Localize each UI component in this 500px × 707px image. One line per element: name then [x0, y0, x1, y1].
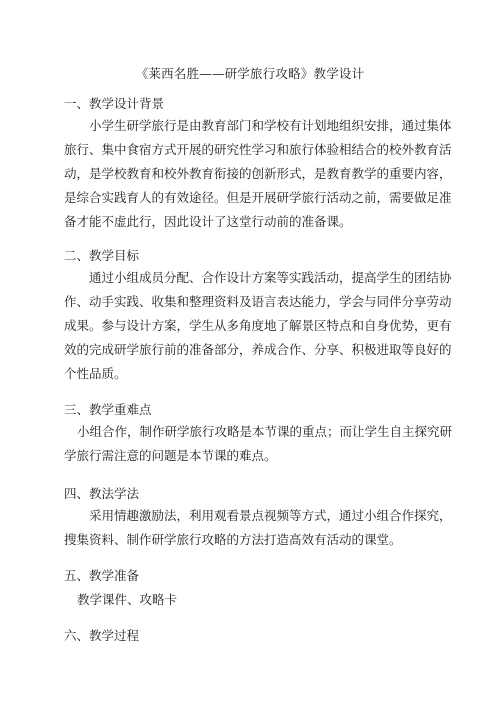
paragraph-line: 通过小组成员分配、合作设计方案等实践活动，提高学生的团结协: [89, 270, 452, 285]
section-heading-key-points: 三、教学重难点: [64, 402, 152, 417]
section-body-key-points: [64, 420, 453, 468]
paragraph-line: 采用情趣激励法，利用观看景点视频等方式，通过小组合作探究，: [89, 508, 452, 523]
document-title: 《莱西名胜——研学旅行攻略》教学设计: [135, 66, 365, 81]
paragraph-line: 作、动手实践、收集和整理资料及语言表达能力，学会与同伴分享劳动: [64, 294, 452, 309]
paragraph-line: 成果。参与设计方案，学生从多角度地了解景区特点和自身优势，更有: [64, 318, 452, 333]
section-heading-methods: 四、教法学法: [64, 486, 140, 501]
paragraph-line: 小组合作，制作研学旅行攻略是本节课的重点；而让学生自主探究研: [77, 424, 453, 439]
section-body-methods: [64, 504, 452, 552]
section-body-background: [64, 114, 452, 234]
section-heading-goals: 二、教学目标: [64, 248, 140, 263]
paragraph-line: 学旅行需注意的问题是本节课的难点。: [64, 448, 277, 463]
section-body-preparation: [64, 588, 449, 612]
paragraph-line: 小学生研学旅行是由教育部门和学校有计划地组织安排，通过集体: [89, 118, 452, 133]
paragraph-line: 动，是学校教育和校外教育衔接的创新形式，是教育教学的重要内容，: [64, 166, 452, 181]
paragraph-line: 旅行、集中食宿方式开展的研究性学习和旅行体验相结合的校外教育活: [64, 142, 452, 157]
section-heading-preparation: 五、教学准备: [64, 568, 140, 583]
section-body-goals: [64, 266, 452, 386]
paragraph-line: 备才能不虚此行，因此设计了这堂行动前的准备课。: [64, 214, 352, 229]
paragraph-line: 个性品质。: [64, 366, 127, 381]
paragraph-line: 效的完成研学旅行前的准备部分，养成合作、分享、积极进取等良好的: [64, 342, 452, 357]
paragraph-line: 教学课件、攻略卡: [77, 592, 178, 607]
paragraph-line: 搜集资料、制作研学旅行攻略的方法打造高效有活动的课堂。: [64, 532, 402, 547]
section-heading-background: 一、教学设计背景: [64, 96, 165, 111]
section-heading-process: 六、教学过程: [64, 628, 140, 643]
paragraph-line: 是综合实践育人的有效途径。但是开展研学旅行活动之前，需要做足准: [64, 190, 452, 205]
